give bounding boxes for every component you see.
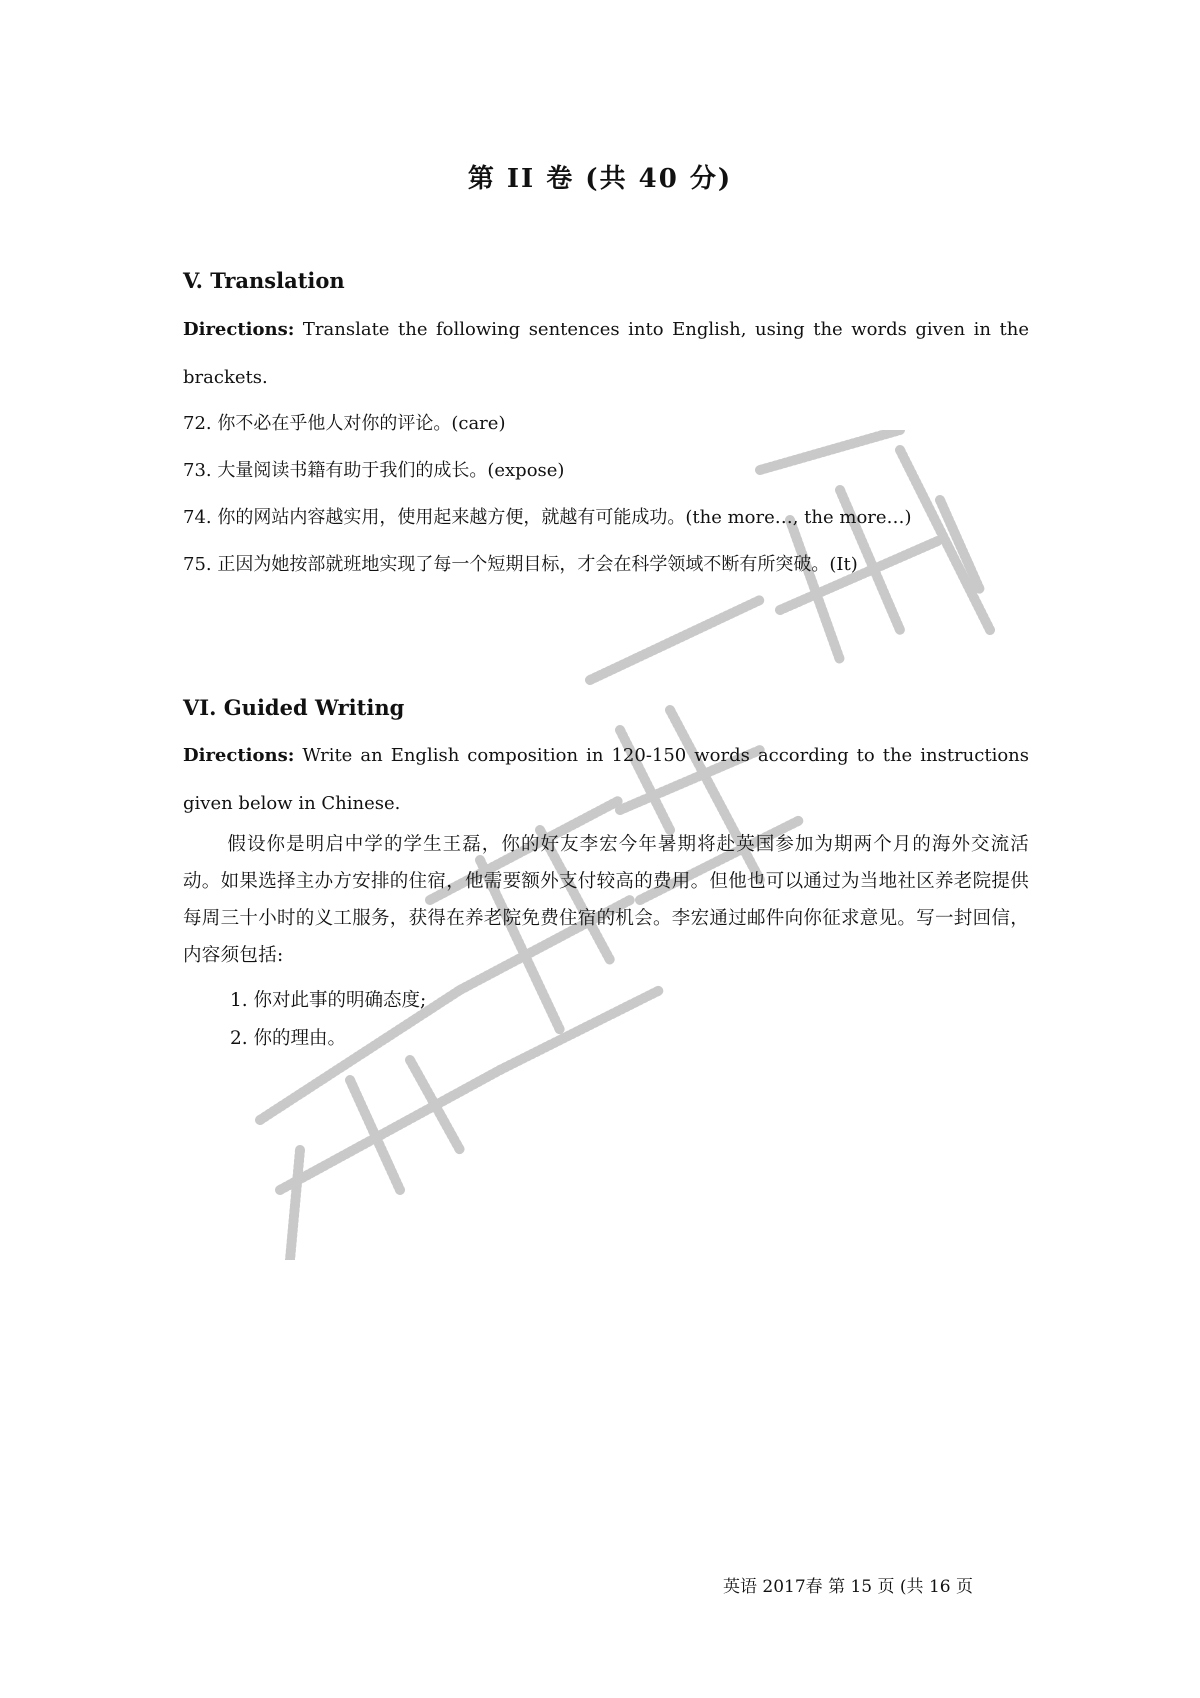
requirement-item: 2. 你的理由。 — [230, 1028, 347, 1049]
directions-text: Translate the following sentences into English, using the words given in the brackets. — [183, 319, 1029, 388]
writing-directions — [183, 732, 1029, 828]
section-heading-guided-writing: VI. Guided Writing — [183, 695, 405, 720]
translation-directions — [183, 306, 1029, 402]
page-footer: 英语 2017春 第 15 页 (共 16 页 — [723, 1577, 973, 1597]
writing-requirements — [230, 982, 426, 1058]
requirement-item: 1. 你对此事的明确态度; — [230, 990, 427, 1011]
writing-prompt: 假设你是明启中学的学生王磊，你的好友李宏今年暑期将赴英国参加为期两个月的海外交流活动。如果选择主办方安排的住宿，他需要额外支付较高的费用。但他也可以通过为当地社区养老院提供每周三十小时的义工服务，获得在养老院免费住宿的机会。李宏通过邮件向你征求意见。写一封回信，内容须包括: — [183, 834, 1030, 966]
question-75: 75. 正因为她按部就班地实现了每一个短期目标，才会在科学领域不断有所突破。(It) — [183, 554, 858, 575]
directions-text: Write an English composition in 120-150 words according to the instructions given below in Chinese. — [183, 745, 1029, 814]
question-72: 72. 你不必在乎他人对你的评论。(care) — [183, 413, 506, 434]
section-heading-translation: V. Translation — [183, 268, 345, 293]
translation-questions — [183, 406, 912, 594]
page-title: 第 II 卷 (共 40 分) — [467, 164, 733, 194]
directions-label: Directions: — [183, 745, 295, 766]
directions-label: Directions: — [183, 319, 295, 340]
question-74: 74. 你的网站内容越实用，使用起来越方便，就越有可能成功。(the more…, the more…) — [183, 507, 912, 528]
question-73: 73. 大量阅读书籍有助于我们的成长。(expose) — [183, 460, 565, 481]
